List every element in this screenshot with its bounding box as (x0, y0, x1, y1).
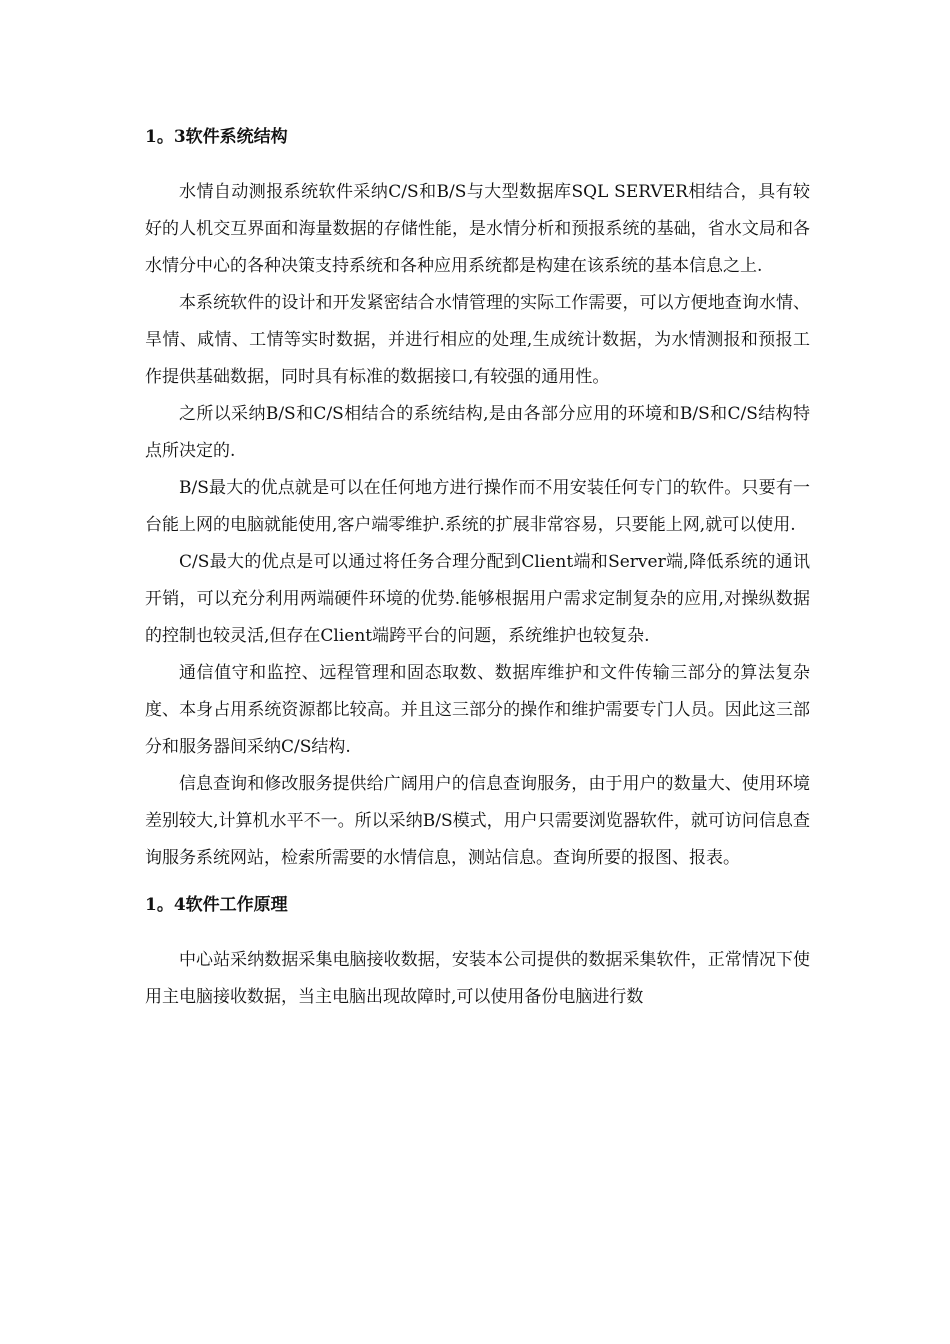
document-body (145, 122, 810, 1016)
spacer (145, 152, 810, 174)
spacer (145, 920, 810, 942)
paragraph-architecture-reason: 之所以采纳B/S和C/S相结合的系统结构,是由各部分应用的环境和B/S和C/S结构特点所决定的. (145, 404, 810, 461)
spacer (145, 877, 810, 890)
paragraph-cs-advantages: C/S最大的优点是可以通过将任务合理分配到Client端和Server端,降低系统的通讯开销，可以充分利用两端硬件环境的优势.能够根据用户需求定制复杂的应用,对操纵数据的控制也较灵活,但存在Client端跨平台的问题，系统维护也较复杂. (145, 552, 810, 646)
paragraph-cs-modules: 通信值守和监控、远程管理和固态取数、数据库维护和文件传输三部分的算法复杂度、本身占用系统资源都比较高。并且这三部分的操作和维护需要专门人员。因此这三部分和服务器间采纳C/S结构. (145, 663, 810, 757)
paragraph-working-principle: 中心站采纳数据采集电脑接收数据，安装本公司提供的数据采集软件，正常情况下使用主电脑接收数据，当主电脑出现故障时,可以使用备份电脑进行数 (145, 950, 810, 1007)
paragraph-system-overview: 水情自动测报系统软件采纳C/S和B/S与大型数据库SQL SERVER相结合，具有较好的人机交互界面和海量数据的存储性能，是水情分析和预报系统的基础，省水文局和各水情分中心的各种决策支持系统和各种应用系统都是构建在该系统的基本信息之上. (145, 182, 810, 276)
paragraph-design-goals: 本系统软件的设计和开发紧密结合水情管理的实际工作需要，可以方便地查询水情、旱情、咸情、工情等实时数据，并进行相应的处理,生成统计数据，为水情测报和预报工作提供基础数据，同时具有标准的数据接口,有较强的通用性。 (145, 293, 810, 387)
section-heading-1-3: 1。3软件系统结构 (145, 127, 288, 147)
paragraph-bs-advantages: B/S最大的优点就是可以在任何地方进行操作而不用安装任何专门的软件。只要有一台能上网的电脑就能使用,客户端零维护.系统的扩展非常容易，只要能上网,就可以使用. (145, 478, 810, 535)
paragraph-bs-query-service: 信息查询和修改服务提供给广阔用户的信息查询服务，由于用户的数量大、使用环境差别较大,计算机水平不一。所以采纳B/S模式，用户只需要浏览器软件，就可访问信息查询服务系统网站，检索所需要的水情信息，测站信息。查询所要的报图、报表。 (145, 774, 810, 868)
section-heading-1-4: 1。4软件工作原理 (145, 895, 288, 915)
